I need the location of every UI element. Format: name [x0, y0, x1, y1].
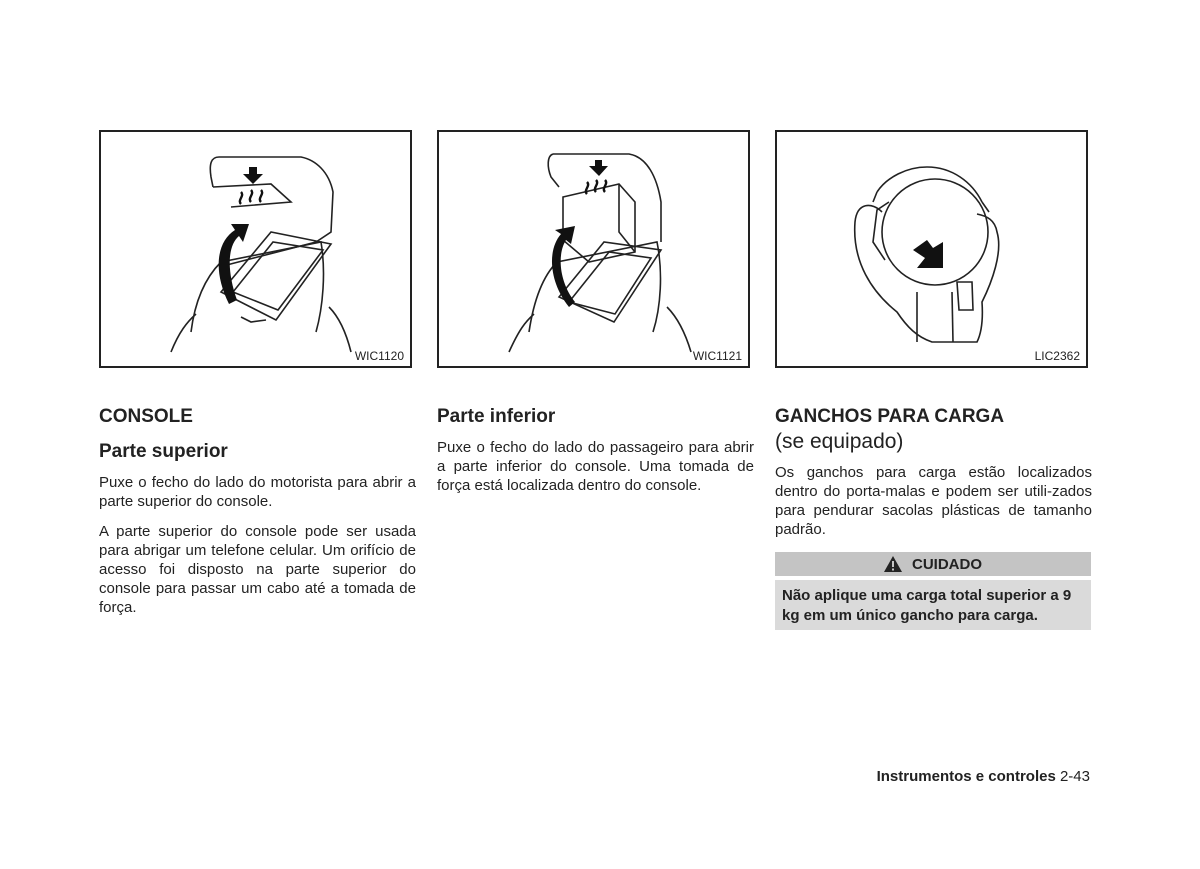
paragraph: A parte superior do console pode ser usada para abrigar um telefone celular. Um orifício de acesso foi disposto na parte superior do console para passar um cabo até a tomada de força.: [99, 523, 416, 616]
section-subtitle: (se equipado): [775, 430, 904, 453]
figure-console-upper: [99, 130, 412, 368]
figure-code: WIC1121: [692, 349, 742, 363]
cargo-hook-illustration: [777, 132, 1086, 366]
footer-section: Instrumentos e controles: [876, 768, 1056, 785]
section-title: CONSOLE: [99, 406, 193, 427]
section-title: GANCHOS PARA CARGA: [775, 406, 1005, 427]
paragraph: Puxe o fecho do lado do passageiro para abrir a parte inferior do console. Uma tomada de força está localizada dentro do console.: [437, 439, 754, 494]
caution-header: [775, 552, 1091, 576]
console-upper-lid-open-illustration: [101, 132, 410, 366]
subsection-title: Parte inferior: [437, 406, 556, 427]
subsection-title: Parte superior: [99, 441, 228, 462]
figure-console-lower: [437, 130, 750, 368]
figure-code: WIC1120: [354, 349, 404, 363]
figure-code: LIC2362: [1034, 349, 1080, 363]
cargo-hooks-section: [775, 405, 1092, 539]
caution-label: CUIDADO: [912, 555, 982, 573]
page-number: 2-43: [1059, 768, 1090, 785]
paragraph: Puxe o fecho do lado do motorista para abrir a parte superior do console.: [99, 474, 416, 510]
page-footer: [877, 768, 1090, 785]
console-lower-lid-open-illustration: [439, 132, 748, 366]
paragraph: Os ganchos para carga estão localizados dentro do porta-malas e podem ser utili-zados para pendurar sacolas plásticas de tamanho padrão.: [775, 464, 1092, 538]
console-upper-section: [99, 405, 416, 617]
console-lower-section: [437, 405, 754, 495]
caution-text: Não aplique uma carga total superior a 9 kg em um único gancho para carga.: [775, 580, 1091, 630]
figure-cargo-hook: [775, 130, 1088, 368]
warning-icon: [884, 556, 902, 572]
